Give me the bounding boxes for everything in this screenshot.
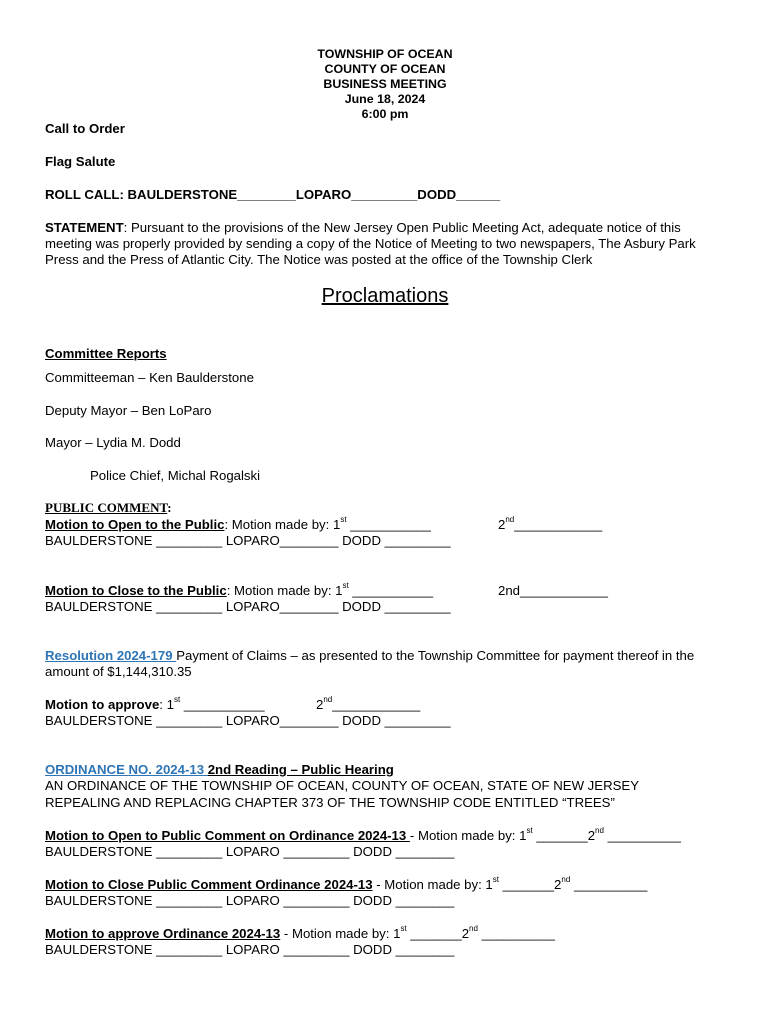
- resolution-vote-line: BAULDERSTONE _________ LOPARO________ DODD _________: [45, 713, 451, 728]
- header-meeting-type: BUSINESS MEETING: [323, 77, 447, 91]
- resolution-second: [316, 697, 420, 712]
- open-public-motion-text: : Motion made by: 1: [224, 517, 341, 532]
- first-blank: _______: [499, 877, 555, 892]
- second-label: 2: [461, 926, 470, 941]
- flag-salute: Flag Salute: [45, 154, 116, 169]
- ordinance-approve-vote: BAULDERSTONE _________ LOPARO _________ DODD ________: [45, 942, 455, 957]
- second-blank: ____________: [332, 697, 421, 712]
- resolution-motion-label: Motion to approve: [45, 697, 160, 712]
- sup-nd: nd: [561, 875, 571, 884]
- first-blank: ___________: [180, 697, 265, 712]
- sup-st: st: [526, 826, 533, 835]
- resolution-2024-179: [45, 648, 725, 680]
- ordinance-close-motion: [45, 877, 647, 892]
- second-blank: ____________: [514, 517, 603, 532]
- sup-st: st: [340, 515, 347, 524]
- ordinance-approve-text: - Motion made by: 1: [280, 926, 401, 941]
- call-to-order: Call to Order: [45, 121, 125, 136]
- ordinance-title-line2: REPEALING AND REPLACING CHAPTER 373 OF THE TOWNSHIP CODE ENTITLED “TREES”: [45, 795, 615, 810]
- header-time: 6:00 pm: [361, 107, 409, 121]
- sup-st: st: [492, 875, 500, 884]
- second-label: 2: [498, 517, 506, 532]
- open-public-second: [498, 517, 602, 532]
- ordinance-open-vote: BAULDERSTONE _________ LOPARO _________ DODD ________: [45, 844, 455, 859]
- close-public-second: 2nd____________: [498, 583, 609, 598]
- sup-nd: nd: [505, 515, 515, 524]
- sup-nd: nd: [323, 695, 333, 704]
- second-blank: __________: [603, 828, 681, 843]
- second-blank: __________: [570, 877, 648, 892]
- deputy-mayor-report: Deputy Mayor – Ben LoParo: [45, 403, 212, 418]
- ordinance-open-label: Motion to Open to Public Comment on Ordinance 2024-13: [45, 828, 410, 843]
- second-blank: __________: [477, 926, 555, 941]
- police-chief-report: Police Chief, Michal Rogalski: [90, 468, 261, 483]
- header-township: TOWNSHIP OF OCEAN: [317, 47, 453, 61]
- first-blank: ___________: [348, 583, 434, 598]
- statement-text: : Pursuant to the provisions of the New Jersey Open Public Meeting Act, adequate notice of this meeting was properly provided by sending a copy of the Notice of Meeting to two newspapers, The Asbury Park Press and the Press of Atlantic City. The Notice was posted at the office of the Township Clerk: [45, 220, 696, 267]
- ordinance-open-text: - Motion made by: 1: [409, 828, 527, 843]
- public-comment-heading: [45, 500, 172, 516]
- second-label: 2: [316, 697, 324, 712]
- committee-reports-heading: Committee Reports: [45, 346, 167, 361]
- open-public-vote-line: BAULDERSTONE _________ LOPARO________ DODD _________: [45, 533, 451, 548]
- sup-st: st: [342, 581, 349, 590]
- sup-nd: nd: [469, 924, 478, 933]
- open-public-motion-label: Motion to Open to the Public: [45, 517, 225, 532]
- ordinance-reading: 2nd Reading – Public Hearing: [207, 762, 394, 777]
- first-blank: _______: [406, 926, 462, 941]
- proclamations-title: Proclamations: [321, 285, 449, 307]
- statement: [45, 220, 725, 268]
- header-date: June 18, 2024: [344, 92, 426, 106]
- ordinance-close-label: Motion to Close Public Comment Ordinance 2024-13: [45, 877, 373, 892]
- statement-label: STATEMENT: [45, 220, 124, 235]
- close-public-motion-label: Motion to Close to the Public: [45, 583, 227, 598]
- resolution-motion-text: : 1: [159, 697, 174, 712]
- mayor-report: Mayor – Lydia M. Dodd: [45, 435, 181, 450]
- header-county: COUNTY OF OCEAN: [324, 62, 446, 76]
- close-public-motion: [45, 583, 433, 598]
- resolution-link[interactable]: Resolution 2024-179: [45, 648, 177, 663]
- ordinance-close-text: - Motion made by: 1: [372, 877, 493, 892]
- ordinance-close-vote: BAULDERSTONE _________ LOPARO _________ DODD ________: [45, 893, 455, 908]
- close-public-motion-text: : Motion made by: 1: [226, 583, 343, 598]
- committeeman-report: Committeeman – Ken Baulderstone: [45, 370, 254, 385]
- first-blank: _______: [532, 828, 588, 843]
- second-label: 2: [554, 877, 562, 892]
- public-comment-label: PUBLIC COMMENT: [45, 500, 168, 515]
- open-public-motion: [45, 517, 431, 532]
- second-label: 2: [587, 828, 596, 843]
- sup-st: st: [400, 924, 407, 933]
- ordinance-link[interactable]: ORDINANCE NO. 2024-13: [45, 762, 208, 777]
- ordinance-approve-label: Motion to approve Ordinance 2024-13: [45, 926, 281, 941]
- roll-call: ROLL CALL: BAULDERSTONE________LOPARO_________DODD______: [45, 187, 501, 202]
- resolution-motion: [45, 697, 265, 712]
- ordinance-open-motion: [45, 828, 681, 843]
- first-blank: ___________: [346, 517, 431, 532]
- close-public-vote-line: BAULDERSTONE _________ LOPARO________ DODD _________: [45, 599, 451, 614]
- ordinance-approve-motion: [45, 926, 555, 941]
- ordinance-heading: [45, 762, 394, 777]
- sup-nd: nd: [595, 826, 604, 835]
- ordinance-title-line1: AN ORDINANCE OF THE TOWNSHIP OF OCEAN, COUNTY OF OCEAN, STATE OF NEW JERSEY: [45, 778, 639, 793]
- public-comment-colon: :: [167, 500, 172, 515]
- resolution-text: Payment of Claims – as presented to the Township Committee for payment thereof in the amount of $1,144,310.35: [45, 648, 695, 679]
- sup-st: st: [173, 695, 181, 704]
